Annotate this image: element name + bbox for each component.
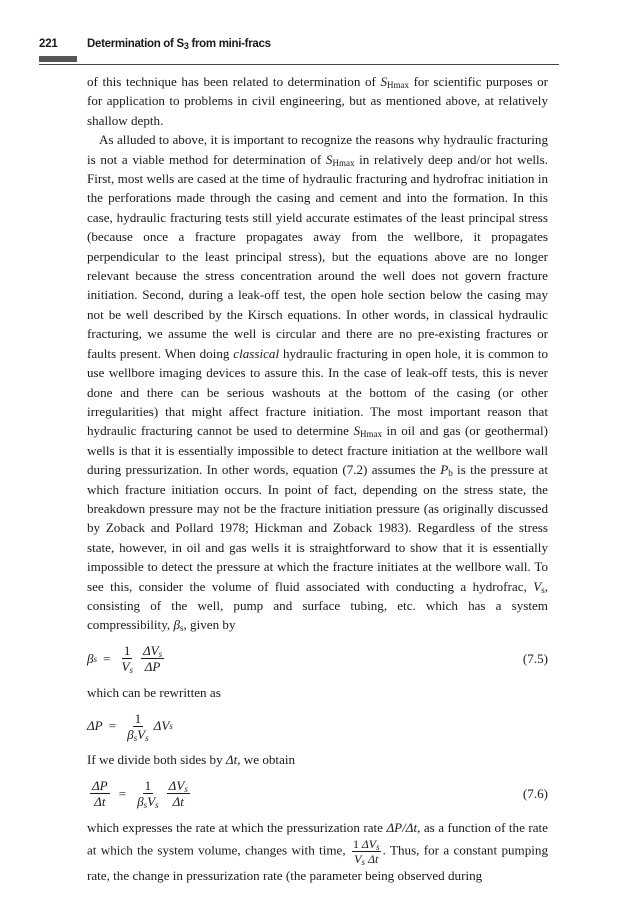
running-title: Determination of $S_3$ from mini-fracs bbox=[87, 38, 271, 51]
equation-7-6: $\frac{\Delta P}{\Delta t}$ = $\frac{1}{\beta_sV_s}$ $\frac{\Delta V_s}{\Delta t}$ (7.6) bbox=[92, 778, 548, 811]
equation-number: (7.6) bbox=[522, 785, 548, 801]
page-body bbox=[87, 72, 548, 885]
header-tab-bar bbox=[39, 56, 77, 62]
equation-delta-p: ΔP = $\frac{1}{\beta_sV_s}$ ΔV s bbox=[87, 710, 173, 743]
equation-7-5: β s = $\frac{1}{V_s}$ $\frac{\Delta V_s}{\Delta P}$ (7.5) bbox=[87, 643, 548, 676]
header-divider bbox=[39, 64, 559, 65]
running-header bbox=[39, 38, 559, 62]
paragraph-divide: If we divide both sides by Δt, we obtain bbox=[87, 752, 296, 768]
paragraph-3: which expresses the rate at which the pressurization rate ΔP/Δt, as a function of the rate at which the system volume, changes with time, $\frac{1 \Delta V_s}{V_s \Delta t}$ . Thus, for a constant pumping rate, the change in pressurization rate (the parameter being observed during bbox=[87, 819, 548, 883]
page-number: 221 bbox=[39, 38, 58, 50]
paragraph-2: As alluded to above, it is important to recognize the reasons why hydraulic fracturing is not a viable method for determination of $S_{Hmax}$ in relatively deep and/or hot wells. First, most wells are cased at the time of hydraulic fracturing and hydrofrac initiation in the perforations made through the casing and cement and into the formation. In this case, hydraulic fracturing tests still yield accurate estimates of the least principal stress (because once a fracture propagates away from the wellbore, it propagates perpendicular to the least principal stress), but the equations above are no longer relevant because the stress concentration around the well does not govern fracture initiation. Second, during a leak-off test, the open hole section below the casing may not be well described by the Kirsch equations. In other words, in classical hydraulic fracturing, we assume the well is circular and there are no pre-existing fractures or faults present. When doing classical hydraulic fracturing in open hole, it is common to use wellbore imaging devices to assure this. In the case of leak-off tests, this is never done and there can be serious washouts at the bottom of the casing (or other irregularities) that might affect fracture initiation. The most important reason that hydraulic fracturing cannot be used to determine $S_{Hmax}$ in oil and gas (or geothermal) wells is that it is essentially impossible to detect fracture initiation at the wellbore wall during pressurization. In other words, equation (7.2) assumes the $P_b$ is the pressure at which fracture initiation occurs. In point of fact, depending on the stress state, the breakdown pressure may not be the fracture initiation pressure (as originally discussed by Zoback and Pollard 1978; Hickman and Zoback 1983). Regardless of the stress state, however, in oil and gas wells it is straightforward to show that it is essentially impossible to detect the pressure at which the fracture initiates at the wellbore wall. To see this, consider the volume of fluid associated with conducting a hydrofrac, $V_s$, consisting of the well, pump and surface tubing, etc. which has a system compressibility, $\beta_s$, given by bbox=[87, 132, 549, 634]
paragraph-rewrite: which can be rewritten as bbox=[87, 684, 221, 700]
paragraph-1: of this technique has been related to determination of $S_{Hmax}$ for scientific purposes or for application to problems in civil engineering, but as mentioned above, at relatively shallow depth. bbox=[87, 74, 548, 128]
equation-number: (7.5) bbox=[522, 650, 548, 666]
